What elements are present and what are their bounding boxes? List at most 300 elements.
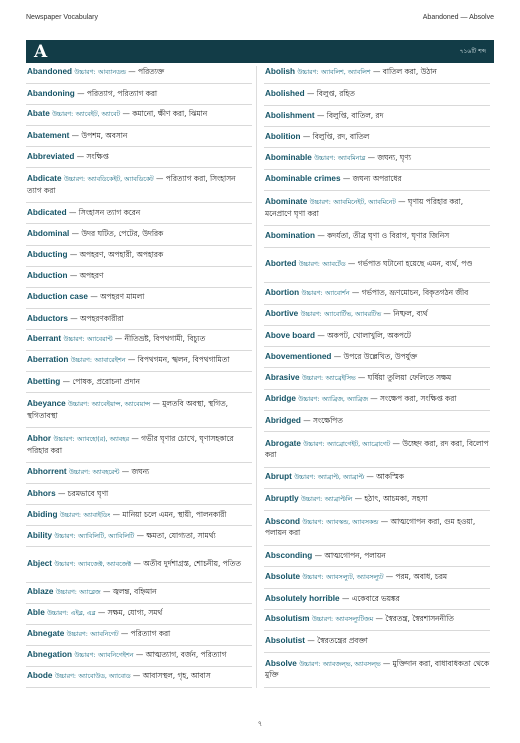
headword: Abridged <box>265 416 301 425</box>
pronunciation-label: উচ্চারণ: <box>314 154 336 162</box>
headword: Abbreviated <box>27 152 75 162</box>
entry-text <box>27 271 103 282</box>
entry-text <box>265 111 383 122</box>
dictionary-entry <box>26 246 252 267</box>
separator: — <box>102 586 111 596</box>
headword: Abject <box>27 558 53 568</box>
separator: — <box>316 110 325 120</box>
definition: অপহরণ <box>79 271 104 281</box>
definition: পরিত্যাগ করা, সিংহাসন ত্যাগ করা <box>27 174 236 195</box>
dictionary-entry <box>26 84 252 105</box>
dictionary-entry <box>26 126 252 147</box>
separator: — <box>307 636 315 646</box>
headword: Ability <box>27 530 53 540</box>
pronunciation-label: উচ্চারণ: <box>54 532 76 540</box>
headword: Abominable crimes <box>265 174 341 184</box>
headword: Abhorrent <box>27 467 67 477</box>
headword: Aborted <box>265 259 297 269</box>
definition: জঘন্য অপরাধের <box>352 174 402 184</box>
separator: — <box>155 174 164 184</box>
headword: Aberrant <box>27 334 62 344</box>
entry-text <box>27 67 164 79</box>
pronunciation: অ্যাবসল্যুটিজম <box>335 616 374 624</box>
dictionary-entry <box>26 625 252 646</box>
entry-text <box>265 472 404 484</box>
separator: — <box>341 593 350 603</box>
entry-text <box>265 614 454 626</box>
definition: নিষ্ফল, ব্যর্থ <box>393 308 428 318</box>
dictionary-entry <box>264 432 490 468</box>
separator: — <box>380 516 389 526</box>
entry-text <box>27 467 149 479</box>
definition: স্বৈরতন্ত্রের প্রবক্তা <box>317 636 368 646</box>
pronunciation-label: উচ্চারণ: <box>54 673 77 681</box>
headword: Abatement <box>27 130 70 140</box>
separator: — <box>136 530 144 540</box>
definition: বাতিল করা, উঠান <box>382 67 437 77</box>
separator: — <box>372 67 381 77</box>
dictionary-entry <box>26 604 252 625</box>
entry-text <box>265 309 428 321</box>
headword: Abruptly <box>265 493 299 503</box>
entry-text <box>265 572 447 584</box>
dictionary-entry <box>26 646 252 667</box>
entry-text <box>265 174 402 185</box>
separator: — <box>303 416 311 425</box>
definition: মুলতবি অবস্থা, স্থগিত, স্থগিতাবস্থা <box>27 399 228 420</box>
pronunciation-label: উচ্চারণ: <box>68 469 91 477</box>
headword: Abomination <box>265 231 316 241</box>
entry-text <box>27 131 127 142</box>
entry-text <box>27 152 109 163</box>
definition: উচ্ছেদ করা, রদ করা, বিলোপ করা <box>265 438 489 460</box>
separator: — <box>77 88 85 98</box>
dictionary-entry <box>26 203 252 224</box>
separator: — <box>314 550 323 560</box>
pronunciation-label: উচ্চারণ: <box>53 436 75 444</box>
entry-text <box>27 489 108 500</box>
headword: Abrasive <box>265 372 300 382</box>
headword: Abetting <box>27 376 61 386</box>
running-head <box>26 14 494 26</box>
definition: বিলুপ্ত, রহিত <box>316 89 355 99</box>
definition: আত্মত্যাগ, বর্জন, পরিত্যাগ <box>145 650 227 660</box>
pronunciation-label: উচ্চারণ: <box>298 396 320 404</box>
pronunciation-label: উচ্চারণ: <box>47 609 69 617</box>
left-column <box>26 63 252 688</box>
definition: বিলুপ্তি, রদ, বাতিল <box>312 131 370 141</box>
definition: কমানো, ক্ষীণ করা, ঝিমান <box>132 109 208 119</box>
dictionary-entry <box>26 105 252 126</box>
headword: Absolutely horrible <box>265 593 340 603</box>
pronunciation: অ্যাবোর্শন <box>325 289 350 297</box>
separator: — <box>71 130 80 140</box>
separator: — <box>133 558 141 568</box>
entry-text <box>27 377 140 388</box>
dictionary-entry <box>264 653 490 689</box>
pronunciation: অ্যাবেইয়ান্স, অ্যাবেয়ান্স <box>91 401 151 409</box>
separator: — <box>120 628 129 638</box>
pronunciation-label: উচ্চারণ: <box>54 560 76 568</box>
entry-text <box>27 208 140 219</box>
separator: — <box>122 109 130 119</box>
dictionary-entry <box>264 326 490 347</box>
pronunciation: অ্যাব্রেইসিভ <box>325 374 356 382</box>
dictionary-entry <box>264 368 490 389</box>
pronunciation: অ্যাবমিনাব্ল <box>337 154 366 162</box>
pronunciation: অ্যাবহরেন্ট <box>92 469 120 477</box>
separator: — <box>382 658 391 668</box>
pronunciation-label: উচ্চারণ: <box>74 652 96 660</box>
separator: — <box>375 614 383 624</box>
separator: — <box>383 308 391 318</box>
entry-text <box>27 314 124 325</box>
separator: — <box>127 355 136 365</box>
pronunciation: অ্যাব্রিজ, অ্যাব্রিজ <box>321 396 368 404</box>
pronunciation: অ্যাবর্টেড <box>322 261 346 269</box>
dictionary-entry <box>26 267 252 288</box>
entry-text <box>27 174 251 196</box>
definition: পোষক, প্ররোচনা প্রদান <box>72 376 140 386</box>
dictionary-entry <box>264 567 490 588</box>
pronunciation: অ্যাবজল্ভ, অ্যাবসল্ভ <box>322 660 381 668</box>
pronunciation: আব্যানডন্ড <box>97 69 126 77</box>
definition: কদর্যতা, তীব্র ঘৃণা ও বিরাগ, ঘৃণার জিনিস <box>327 231 450 241</box>
separator: — <box>135 650 144 660</box>
pronunciation-label: উচ্চারণ: <box>63 336 85 344</box>
definition: অকপট, খোলাখুলি, অকপটে <box>327 330 411 340</box>
headword: Abiding <box>27 509 58 519</box>
definition: জ্বলন্ত, বহ্নিমান <box>112 586 157 596</box>
dictionary-entry <box>264 589 490 610</box>
separator: — <box>58 489 66 499</box>
entry-text <box>265 132 369 143</box>
definition: অপহরণ, অপহারী, অপহারক <box>79 250 164 260</box>
entry-text <box>265 259 473 271</box>
headword: Abandoning <box>27 88 75 98</box>
entry-text <box>27 587 157 599</box>
dictionary-entry <box>26 505 252 526</box>
entry-text <box>27 399 251 421</box>
headword: Abrupt <box>265 472 292 482</box>
headword: Abnegation <box>27 650 73 660</box>
dictionary-entry <box>264 347 490 368</box>
entry-text <box>265 394 456 406</box>
entry-text <box>27 229 163 240</box>
definition: পরম, অবাধ, চরম <box>395 571 448 581</box>
definition: নীতিভ্রষ্ট, বিপথগামী, বিচ্যুত <box>124 334 206 344</box>
pronunciation-label: উচ্চারণ: <box>59 511 82 519</box>
pronunciation-label: উচ্চারণ: <box>70 357 92 365</box>
pronunciation-label: উচ্চারণ: <box>299 660 321 668</box>
entry-text <box>265 551 386 562</box>
definition: পরিত্যক্ত <box>137 67 165 77</box>
definition: সংক্ষেপিত <box>313 416 343 425</box>
headword: Abdominal <box>27 229 70 239</box>
entry-text <box>265 352 417 363</box>
definition: আত্মগোপন, পলায়ন <box>324 550 386 560</box>
pronunciation-label: উচ্চারণ: <box>298 261 320 269</box>
headword: Abolishment <box>265 110 315 120</box>
dictionary-entry <box>264 106 490 127</box>
definition: বিলুপ্তি, বাতিল, রদ <box>326 110 384 120</box>
entry-text <box>265 89 355 100</box>
definition: অপহরণ মামলা <box>100 292 145 302</box>
separator: — <box>351 287 360 297</box>
pronunciation: অ্যাব্লেজ <box>79 588 101 596</box>
pronunciation: অ্যাবহো(র), অ্যাবহর <box>77 436 130 444</box>
separator: — <box>152 399 160 409</box>
dictionary-entry <box>264 305 490 326</box>
definition: আত্মগোপন করা, গুম হওয়া, পলায়ন করা <box>265 516 476 538</box>
page-number: ৭ <box>257 721 263 728</box>
dictionary-entry <box>26 224 252 245</box>
pronunciation: অ্যাবনিগেট <box>90 630 119 638</box>
pronunciation-label: উচ্চারণ: <box>297 69 319 77</box>
dictionary-entry <box>26 526 252 547</box>
entry-text <box>265 517 489 539</box>
section-banner <box>26 40 494 63</box>
pronunciation: অ্যাবস্কন্ড, অ্যাবসকন্ড <box>325 518 379 526</box>
headword: Abeyance <box>27 399 66 409</box>
headword: Abnegate <box>27 628 65 638</box>
definition: পরিত্যাগ, পরিত্যাগ করা <box>86 88 158 98</box>
dictionary-entry <box>26 147 252 168</box>
entry-text <box>27 531 216 543</box>
entry-text <box>27 292 144 303</box>
definition: একেবারে ভয়ঙ্কর <box>351 593 400 603</box>
separator: — <box>62 376 70 386</box>
pronunciation: অ্যাবজেক্ট, অ্যাবজেক্ট <box>77 560 132 568</box>
headword: Abhor <box>27 434 52 444</box>
headword: Abode <box>27 671 53 681</box>
pronunciation: অ্যাবমিনেইট, অ্যাবমিনেট <box>333 199 396 207</box>
definition: চরমভাবে ঘৃণা <box>67 489 109 499</box>
dictionary-entry <box>264 170 490 191</box>
headword: Abscond <box>265 516 301 526</box>
separator: — <box>367 152 376 162</box>
dictionary-entry <box>264 468 490 489</box>
pronunciation: অ্যাবলিশ, অ্যাবলিশ <box>320 69 371 77</box>
dictionary-entry <box>264 631 490 652</box>
right-column <box>264 63 490 688</box>
headword: Abdicate <box>27 174 62 184</box>
entry-text <box>27 510 226 522</box>
dictionary-entry <box>26 372 252 393</box>
pronunciation: অ্যাবোর্টিভ, অ্যাবরটিভ <box>324 310 382 318</box>
separator: — <box>317 330 325 340</box>
column-divider <box>256 66 257 688</box>
section-letter: A <box>34 41 48 62</box>
headword: Able <box>27 607 45 617</box>
pronunciation: অ্যাব্রাপ্টলি <box>324 495 353 503</box>
pronunciation-label: উচ্চারণ: <box>311 616 334 624</box>
headword: Abduction case <box>27 292 88 302</box>
definition: জঘন্য <box>131 467 150 477</box>
entry-text <box>27 650 226 662</box>
definition: ক্ষমতা, যোগ্যতা, সামর্থ্য <box>146 530 216 540</box>
separator: — <box>69 271 78 281</box>
definition: ঘর্ষিয়া তুলিয়া ফেলিতে সক্ষম <box>367 372 452 382</box>
dictionary-entry <box>26 288 252 309</box>
dictionary-entry <box>264 411 490 432</box>
entry-text <box>27 89 157 100</box>
separator: — <box>333 352 342 362</box>
headword: Abandoned <box>27 67 73 77</box>
separator: — <box>302 131 311 141</box>
separator: — <box>357 372 366 382</box>
pronunciation-label: উচ্চারণ: <box>301 289 323 297</box>
separator: — <box>306 89 315 99</box>
separator: — <box>76 152 85 162</box>
headword: Abducting <box>27 250 68 260</box>
headword: Abortion <box>265 287 300 297</box>
running-head-title: Newspaper Vocabulary <box>26 14 98 21</box>
entry-text <box>27 608 162 620</box>
pronunciation-label: উচ্চারণ: <box>66 630 88 638</box>
separator: — <box>128 67 136 77</box>
headword: Abolished <box>265 89 305 99</box>
entry-text <box>27 559 241 571</box>
separator: — <box>90 292 98 302</box>
section-word-count: ৭১৬টি শব্দ <box>459 48 486 55</box>
entry-text <box>265 636 368 647</box>
separator: — <box>71 229 80 239</box>
dictionary-entry <box>26 63 252 84</box>
headword: Abortive <box>265 308 299 318</box>
pronunciation: অ্যাব্রোগেইট, অ্যাব্রোগেট <box>326 440 391 448</box>
definition: বিপথগমন, স্খলন, বিপথগামিতা <box>137 355 230 365</box>
definition: মানিয়া চলে এমন, স্থায়ী, পালনকারী <box>122 509 227 519</box>
dictionary-entry <box>264 248 490 284</box>
headword: Abate <box>27 109 50 119</box>
separator: — <box>112 509 120 519</box>
dictionary-entry <box>264 511 490 547</box>
dictionary-entry <box>264 283 490 304</box>
dictionary-entry <box>26 484 252 505</box>
pronunciation: অ্যাবারেইশন <box>94 357 126 365</box>
separator: — <box>132 671 141 681</box>
separator: — <box>366 472 374 482</box>
entry-text <box>27 109 207 121</box>
pronunciation-label: উচ্চারণ: <box>294 474 316 482</box>
definition: অতীব দুর্দশাগ্রস্ত, শোচনীয়, পতিত <box>143 558 241 568</box>
separator: — <box>114 334 123 344</box>
headword: Abduction <box>27 271 68 281</box>
separator: — <box>354 493 362 503</box>
separator: — <box>398 197 406 207</box>
dictionary-entry <box>264 390 490 411</box>
headword: Abridge <box>265 394 296 404</box>
entry-text <box>265 416 343 427</box>
headword: Above board <box>265 330 316 340</box>
dictionary-entry <box>26 393 252 428</box>
pronunciation-label: উচ্চারণ: <box>302 573 324 581</box>
pronunciation: অ্যাবিলিটি, অ্যাবিলিটি <box>77 532 135 540</box>
entry-text <box>27 434 251 456</box>
definition: আকস্মিক <box>376 472 404 482</box>
dictionary-entry <box>264 226 490 247</box>
pronunciation-label: উচ্চারণ: <box>309 199 331 207</box>
definition: সংক্ষেপ করা, সংক্ষিপ্ত করা <box>380 394 457 404</box>
definition: গর্ভপাত, ভ্রূণমোচন, বিকৃতগঠন জীব <box>361 287 469 297</box>
pronunciation: অ্যাব্রাপ্ট, অ্যাব্রাপ্ট <box>317 474 365 482</box>
entry-text <box>265 153 411 165</box>
pronunciation: অ্যাবাইডিং <box>83 511 111 519</box>
headword: Absolve <box>265 658 297 668</box>
entry-text <box>265 373 451 385</box>
definition: স্বৈরতন্ত্র, স্বৈরশাসননীতি <box>385 614 454 624</box>
dictionary-entry <box>264 127 490 148</box>
entry-text <box>265 231 449 242</box>
headword: Abolition <box>265 131 301 141</box>
definition: মুক্তিদান করা, বাধাবাধকতা থেকে মুক্তি <box>265 658 490 680</box>
dictionary-entry <box>26 547 252 582</box>
separator: — <box>370 394 378 404</box>
headword: Absolutist <box>265 636 306 646</box>
headword: Abovementioned <box>265 352 332 362</box>
pronunciation: অ্যাবনিগেইশন <box>97 652 134 660</box>
headword: Abdicated <box>27 208 67 218</box>
headword: Abominate <box>265 197 308 207</box>
entry-text <box>27 671 211 683</box>
pronunciation: এইব্ল, এব্ল <box>70 609 96 617</box>
entry-text <box>265 331 411 342</box>
headword: Absolute <box>265 571 301 581</box>
pronunciation: অ্যাবেইট, অ্যাবেট <box>75 111 121 119</box>
definition: সক্ষম, যোগ্য, সমর্থ <box>107 607 163 617</box>
headword: Abductors <box>27 313 68 323</box>
pronunciation-label: উচ্চারণ: <box>301 495 323 503</box>
dictionary-entry <box>26 583 252 604</box>
entry-text <box>265 494 427 506</box>
pronunciation: অ্যাবোউড, অ্যাবোড <box>78 673 131 681</box>
dictionary-entry <box>26 168 252 203</box>
headword: Absconding <box>265 550 313 560</box>
dictionary-entry <box>26 667 252 688</box>
pronunciation-label: উচ্চারণ: <box>300 310 322 318</box>
dictionary-entry <box>26 330 252 351</box>
definition: উদর ঘটিত, পেটের, উদরিক <box>81 229 164 239</box>
headword: Abolish <box>265 67 296 77</box>
dictionary-entry <box>264 148 490 169</box>
headword: Absolutism <box>265 614 310 624</box>
definition: ঘৃণায় পরিহার করা, মনেপ্রাণে ঘৃণা করা <box>265 197 464 218</box>
headword: Aberration <box>27 355 69 365</box>
entry-text <box>265 67 437 79</box>
definition: আবাসস্থল, গৃহ, আবাস <box>142 671 211 681</box>
entry-text <box>27 629 170 641</box>
pronunciation-label: উচ্চারণ: <box>301 374 324 382</box>
separator: — <box>131 434 139 444</box>
pronunciation: অ্যাবডিকেইট, অ্যাবডিকেট <box>87 176 154 184</box>
separator: — <box>69 250 78 260</box>
entry-text <box>27 334 205 346</box>
dictionary-entry <box>264 84 490 105</box>
headword: Abominable <box>265 152 312 162</box>
definition: গর্ভপাত ঘটানো হয়েছে এমন, ব্যর্থ, পণ্ড <box>357 259 473 269</box>
pronunciation-label: উচ্চারণ: <box>302 518 324 526</box>
running-head-range: Abandoned — Absolve <box>422 14 494 21</box>
definition: জঘন্য, ঘৃণ্য <box>377 152 411 162</box>
headword: Ablaze <box>27 586 54 596</box>
entry-text <box>265 594 400 605</box>
definition: সংক্ষিপ্ত <box>86 152 109 162</box>
entry-text <box>265 197 489 219</box>
pronunciation: অ্যাবেরান্ট <box>87 336 113 344</box>
separator: — <box>68 208 77 218</box>
definition: পরিত্যাগ করা <box>130 628 171 638</box>
